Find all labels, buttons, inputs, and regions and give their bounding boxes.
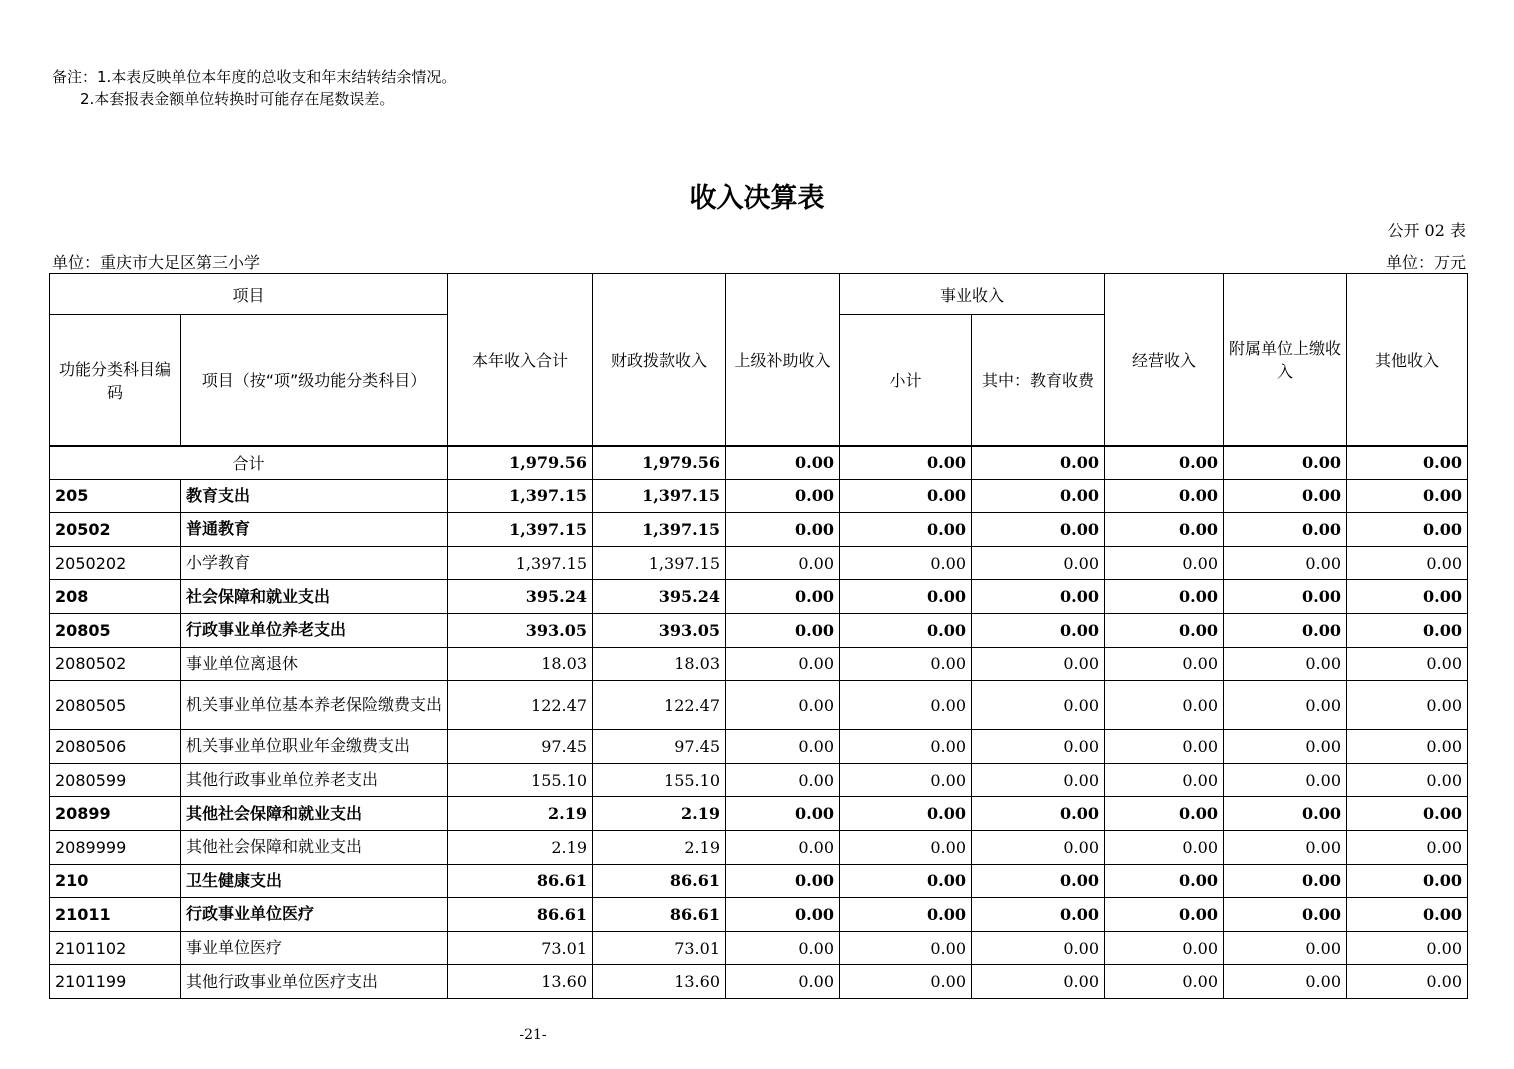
- row-value: 0.00: [1347, 513, 1468, 547]
- row-name: 行政事业单位养老支出: [181, 613, 448, 647]
- form-number: 公开 02 表: [1387, 221, 1466, 240]
- row-value: 0.00: [1347, 730, 1468, 764]
- row-value: 0.00: [840, 830, 972, 864]
- row-value: 0.00: [840, 864, 972, 898]
- total-value: 0.00: [726, 446, 840, 480]
- row-value: 0.00: [972, 647, 1105, 681]
- table-row: [50, 763, 1468, 797]
- row-value: 0.00: [840, 898, 972, 932]
- row-value: 0.00: [726, 613, 840, 647]
- total-value: 0.00: [1347, 446, 1468, 480]
- row-value: 18.03: [448, 647, 593, 681]
- income-table: [49, 273, 1468, 999]
- row-value: 0.00: [1105, 613, 1224, 647]
- row-value: 0.00: [1224, 580, 1347, 614]
- row-value: 0.00: [1224, 864, 1347, 898]
- row-value: 0.00: [972, 898, 1105, 932]
- row-value: 0.00: [1105, 681, 1224, 730]
- row-name: 其他社会保障和就业支出: [181, 797, 448, 831]
- row-value: 0.00: [1347, 864, 1468, 898]
- row-code: 2080506: [50, 730, 181, 764]
- note-line-2: 2.本套报表金额单位转换时可能存在尾数误差。: [80, 90, 395, 108]
- table-row: [50, 931, 1468, 965]
- row-value: 0.00: [840, 730, 972, 764]
- row-value: 73.01: [593, 931, 726, 965]
- row-value: 0.00: [1105, 965, 1224, 999]
- row-code: 2050202: [50, 546, 181, 580]
- row-value: 0.00: [726, 931, 840, 965]
- row-value: 0.00: [1347, 613, 1468, 647]
- row-value: 0.00: [1347, 763, 1468, 797]
- row-value: 0.00: [1347, 797, 1468, 831]
- row-name: 事业单位离退休: [181, 647, 448, 681]
- row-value: 0.00: [972, 763, 1105, 797]
- row-value: 1,397.15: [448, 546, 593, 580]
- row-value: 0.00: [726, 580, 840, 614]
- row-value: 0.00: [1347, 965, 1468, 999]
- row-code: 20502: [50, 513, 181, 547]
- row-value: 0.00: [1224, 965, 1347, 999]
- row-name: 机关事业单位基本养老保险缴费支出: [181, 681, 448, 730]
- row-value: 1,397.15: [593, 546, 726, 580]
- header-subtotal: 小计: [840, 315, 972, 446]
- table-row: [50, 965, 1468, 999]
- row-value: 0.00: [1347, 898, 1468, 932]
- row-code: 2080502: [50, 647, 181, 681]
- row-value: 0.00: [1224, 546, 1347, 580]
- row-value: 0.00: [726, 546, 840, 580]
- row-value: 1,397.15: [448, 513, 593, 547]
- row-value: 0.00: [972, 681, 1105, 730]
- header-other: 其他收入: [1347, 274, 1468, 446]
- row-value: 0.00: [1347, 479, 1468, 513]
- row-value: 0.00: [726, 965, 840, 999]
- header-superior: 上级补助收入: [726, 274, 840, 446]
- row-value: 0.00: [840, 513, 972, 547]
- row-value: 86.61: [448, 864, 593, 898]
- row-value: 0.00: [840, 546, 972, 580]
- total-row: [50, 446, 1468, 480]
- row-value: 0.00: [840, 479, 972, 513]
- row-value: 0.00: [1224, 898, 1347, 932]
- row-value: 0.00: [726, 830, 840, 864]
- row-value: 122.47: [593, 681, 726, 730]
- header-fiscal: 财政拨款收入: [593, 274, 726, 446]
- table-row: [50, 513, 1468, 547]
- row-value: 0.00: [726, 864, 840, 898]
- row-name: 其他行政事业单位养老支出: [181, 763, 448, 797]
- row-value: 0.00: [1347, 580, 1468, 614]
- row-value: 1,397.15: [593, 479, 726, 513]
- row-value: 2.19: [593, 830, 726, 864]
- row-value: 0.00: [1224, 479, 1347, 513]
- row-name: 行政事业单位医疗: [181, 898, 448, 932]
- row-value: 155.10: [448, 763, 593, 797]
- row-name: 其他社会保障和就业支出: [181, 830, 448, 864]
- row-value: 0.00: [1105, 898, 1224, 932]
- row-name: 卫生健康支出: [181, 864, 448, 898]
- row-value: 0.00: [1105, 797, 1224, 831]
- table-row: [50, 830, 1468, 864]
- row-value: 0.00: [1224, 763, 1347, 797]
- row-value: 0.00: [1105, 647, 1224, 681]
- row-value: 395.24: [448, 580, 593, 614]
- row-value: 0.00: [972, 513, 1105, 547]
- header-edu-fee: 其中：教育收费: [972, 315, 1105, 446]
- row-code: 208: [50, 580, 181, 614]
- row-value: 0.00: [1224, 830, 1347, 864]
- total-value: 1,979.56: [593, 446, 726, 480]
- row-value: 0.00: [1105, 864, 1224, 898]
- header-operating: 经营收入: [1105, 274, 1224, 446]
- total-value: 0.00: [840, 446, 972, 480]
- row-value: 86.61: [593, 898, 726, 932]
- row-value: 0.00: [1105, 479, 1224, 513]
- table-row: [50, 580, 1468, 614]
- row-value: 2.19: [448, 797, 593, 831]
- table-row: [50, 479, 1468, 513]
- row-value: 0.00: [1347, 681, 1468, 730]
- total-label: 合计: [50, 446, 448, 480]
- row-value: 0.00: [972, 730, 1105, 764]
- row-value: 0.00: [726, 730, 840, 764]
- row-value: 18.03: [593, 647, 726, 681]
- row-value: 0.00: [840, 647, 972, 681]
- row-value: 0.00: [972, 580, 1105, 614]
- row-value: 97.45: [593, 730, 726, 764]
- row-value: 0.00: [1224, 613, 1347, 647]
- table-row: [50, 797, 1468, 831]
- row-value: 0.00: [1347, 647, 1468, 681]
- row-value: 0.00: [972, 613, 1105, 647]
- header-project: 项目: [50, 274, 448, 315]
- row-value: 122.47: [448, 681, 593, 730]
- table-body: [50, 446, 1468, 999]
- currency-unit: 单位：万元: [1385, 253, 1466, 272]
- row-value: 0.00: [1105, 830, 1224, 864]
- row-value: 0.00: [1105, 730, 1224, 764]
- total-value: 0.00: [1224, 446, 1347, 480]
- header-affiliated: 附属单位上缴收入: [1224, 274, 1347, 446]
- row-value: 0.00: [840, 681, 972, 730]
- header-total-income: 本年收入合计: [448, 274, 593, 446]
- row-value: 0.00: [840, 965, 972, 999]
- row-value: 395.24: [593, 580, 726, 614]
- row-code: 205: [50, 479, 181, 513]
- table-row: [50, 613, 1468, 647]
- row-value: 86.61: [593, 864, 726, 898]
- row-code: 2080505: [50, 681, 181, 730]
- row-code: 20899: [50, 797, 181, 831]
- row-code: 2080599: [50, 763, 181, 797]
- row-value: 0.00: [840, 763, 972, 797]
- row-value: 0.00: [726, 898, 840, 932]
- row-value: 2.19: [593, 797, 726, 831]
- row-value: 0.00: [840, 580, 972, 614]
- row-value: 393.05: [448, 613, 593, 647]
- row-value: 155.10: [593, 763, 726, 797]
- row-name: 其他行政事业单位医疗支出: [181, 965, 448, 999]
- row-code: 20805: [50, 613, 181, 647]
- row-value: 0.00: [726, 797, 840, 831]
- row-code: 21011: [50, 898, 181, 932]
- row-value: 0.00: [972, 546, 1105, 580]
- row-value: 0.00: [1347, 546, 1468, 580]
- row-value: 0.00: [840, 797, 972, 831]
- row-name: 教育支出: [181, 479, 448, 513]
- row-value: 0.00: [1105, 546, 1224, 580]
- row-value: 0.00: [972, 479, 1105, 513]
- row-name: 机关事业单位职业年金缴费支出: [181, 730, 448, 764]
- page-title: 收入决算表: [689, 183, 825, 214]
- row-name: 事业单位医疗: [181, 931, 448, 965]
- row-code: 210: [50, 864, 181, 898]
- row-name: 小学教育: [181, 546, 448, 580]
- notes: [52, 66, 456, 110]
- header-business-income: 事业收入: [840, 274, 1105, 315]
- row-value: 0.00: [1105, 931, 1224, 965]
- row-value: 0.00: [1224, 681, 1347, 730]
- row-value: 0.00: [1347, 830, 1468, 864]
- row-value: 0.00: [840, 613, 972, 647]
- row-value: 0.00: [1224, 730, 1347, 764]
- row-value: 0.00: [1224, 931, 1347, 965]
- row-value: 0.00: [1105, 580, 1224, 614]
- row-value: 2.19: [448, 830, 593, 864]
- total-value: 0.00: [1105, 446, 1224, 480]
- row-code: 2101102: [50, 931, 181, 965]
- table-row: [50, 730, 1468, 764]
- row-code: 2101199: [50, 965, 181, 999]
- row-value: 0.00: [1224, 647, 1347, 681]
- row-value: 1,397.15: [448, 479, 593, 513]
- row-value: 13.60: [448, 965, 593, 999]
- row-value: 73.01: [448, 931, 593, 965]
- table-row: [50, 864, 1468, 898]
- total-value: 1,979.56: [448, 446, 593, 480]
- row-code: 2089999: [50, 830, 181, 864]
- total-value: 0.00: [972, 446, 1105, 480]
- row-value: 0.00: [1347, 931, 1468, 965]
- row-value: 393.05: [593, 613, 726, 647]
- row-value: 0.00: [1105, 763, 1224, 797]
- row-value: 86.61: [448, 898, 593, 932]
- row-value: 13.60: [593, 965, 726, 999]
- row-value: 0.00: [1224, 797, 1347, 831]
- row-value: 0.00: [726, 763, 840, 797]
- header-name: 项目（按“项”级功能分类科目）: [181, 315, 448, 446]
- note-line-1: 备注：1.本表反映单位本年度的总收支和年末结转结余情况。: [52, 68, 457, 86]
- row-value: 0.00: [1105, 513, 1224, 547]
- page-number: -21-: [519, 1027, 547, 1043]
- table-row: [50, 546, 1468, 580]
- header-code: 功能分类科目编码: [50, 315, 181, 446]
- row-value: 0.00: [726, 479, 840, 513]
- table-row: [50, 681, 1468, 730]
- row-value: 0.00: [972, 864, 1105, 898]
- row-value: 0.00: [726, 647, 840, 681]
- row-value: 0.00: [972, 931, 1105, 965]
- row-value: 1,397.15: [593, 513, 726, 547]
- row-value: 97.45: [448, 730, 593, 764]
- row-value: 0.00: [726, 681, 840, 730]
- row-name: 普通教育: [181, 513, 448, 547]
- organization-unit: 单位：重庆市大足区第三小学: [52, 253, 261, 272]
- row-value: 0.00: [972, 797, 1105, 831]
- row-value: 0.00: [726, 513, 840, 547]
- row-value: 0.00: [972, 965, 1105, 999]
- row-value: 0.00: [840, 931, 972, 965]
- table-row: [50, 898, 1468, 932]
- row-value: 0.00: [972, 830, 1105, 864]
- table-row: [50, 647, 1468, 681]
- row-value: 0.00: [1224, 513, 1347, 547]
- row-name: 社会保障和就业支出: [181, 580, 448, 614]
